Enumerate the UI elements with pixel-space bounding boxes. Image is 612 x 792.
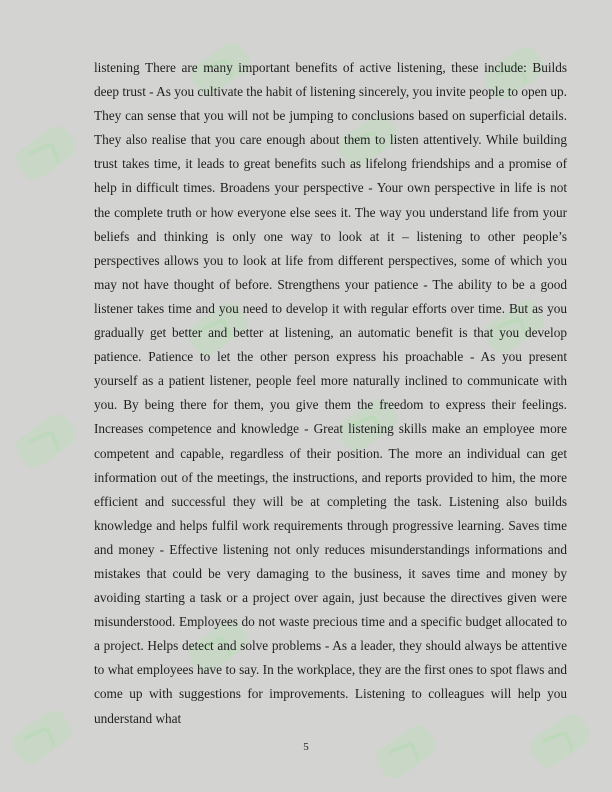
document-body	[94, 56, 567, 731]
watermark-icon	[12, 122, 81, 184]
watermark-icon	[12, 410, 81, 472]
watermark-icon	[8, 706, 77, 768]
body-paragraph: listening There are many important benefits of active listening, these include: Builds deep trust - As you cultivate the habit of listening sincerely, you invite people to open up. They can sense that you will not be jumping to conclusions based on superficial details. They also realise that you care enough about them to listen attentively. While building trust takes time, it leads to great benefits such as lifelong friendships and a promise of help in difficult times. Broadens your perspective - Your own perspective in life is not the complete truth or how everyone else sees it. The way you understand life from your beliefs and thinking is only one way to look at it – listening to other people’s perspectives allows you to look at life from different perspectives, some of which you may not have thought of before. Strengthens your patience - The ability to be a good listener takes time and you need to develop it with regular efforts over time. But as you gradually get better and better at listening, an automatic benefit is that you develop patience. Patience to let the other person express his proachable - As you present yourself as a patient listener, people feel more naturally inclined to communicate with you. By being there for them, you give them the freedom to express their feelings. Increases competence and knowledge - Great listening skills make an employee more competent and capable, regardless of their position. The more an individual can get information out of the meetings, the instructions, and reports provided to him, the more efficient and successful they will be at completing the task. Listening also builds knowledge and helps fulfil work requirements through progressive learning. Saves time and money - Effective listening not only reduces misunderstandings informations and mistakes that could be very damaging to the business, it saves time and money by avoiding starting a task or a project over again, just because the directives given were misunderstood. Employees do not waste precious time and a specific budget allocated to a project. Helps detect and solve problems - As a leader, they should always be attentive to what employees have to say. In the workplace, they are the first ones to spot flaws and come up with suggestions for improvements. Listening to colleagues will help you understand what	[94, 60, 567, 726]
page-number: 5	[303, 741, 309, 753]
